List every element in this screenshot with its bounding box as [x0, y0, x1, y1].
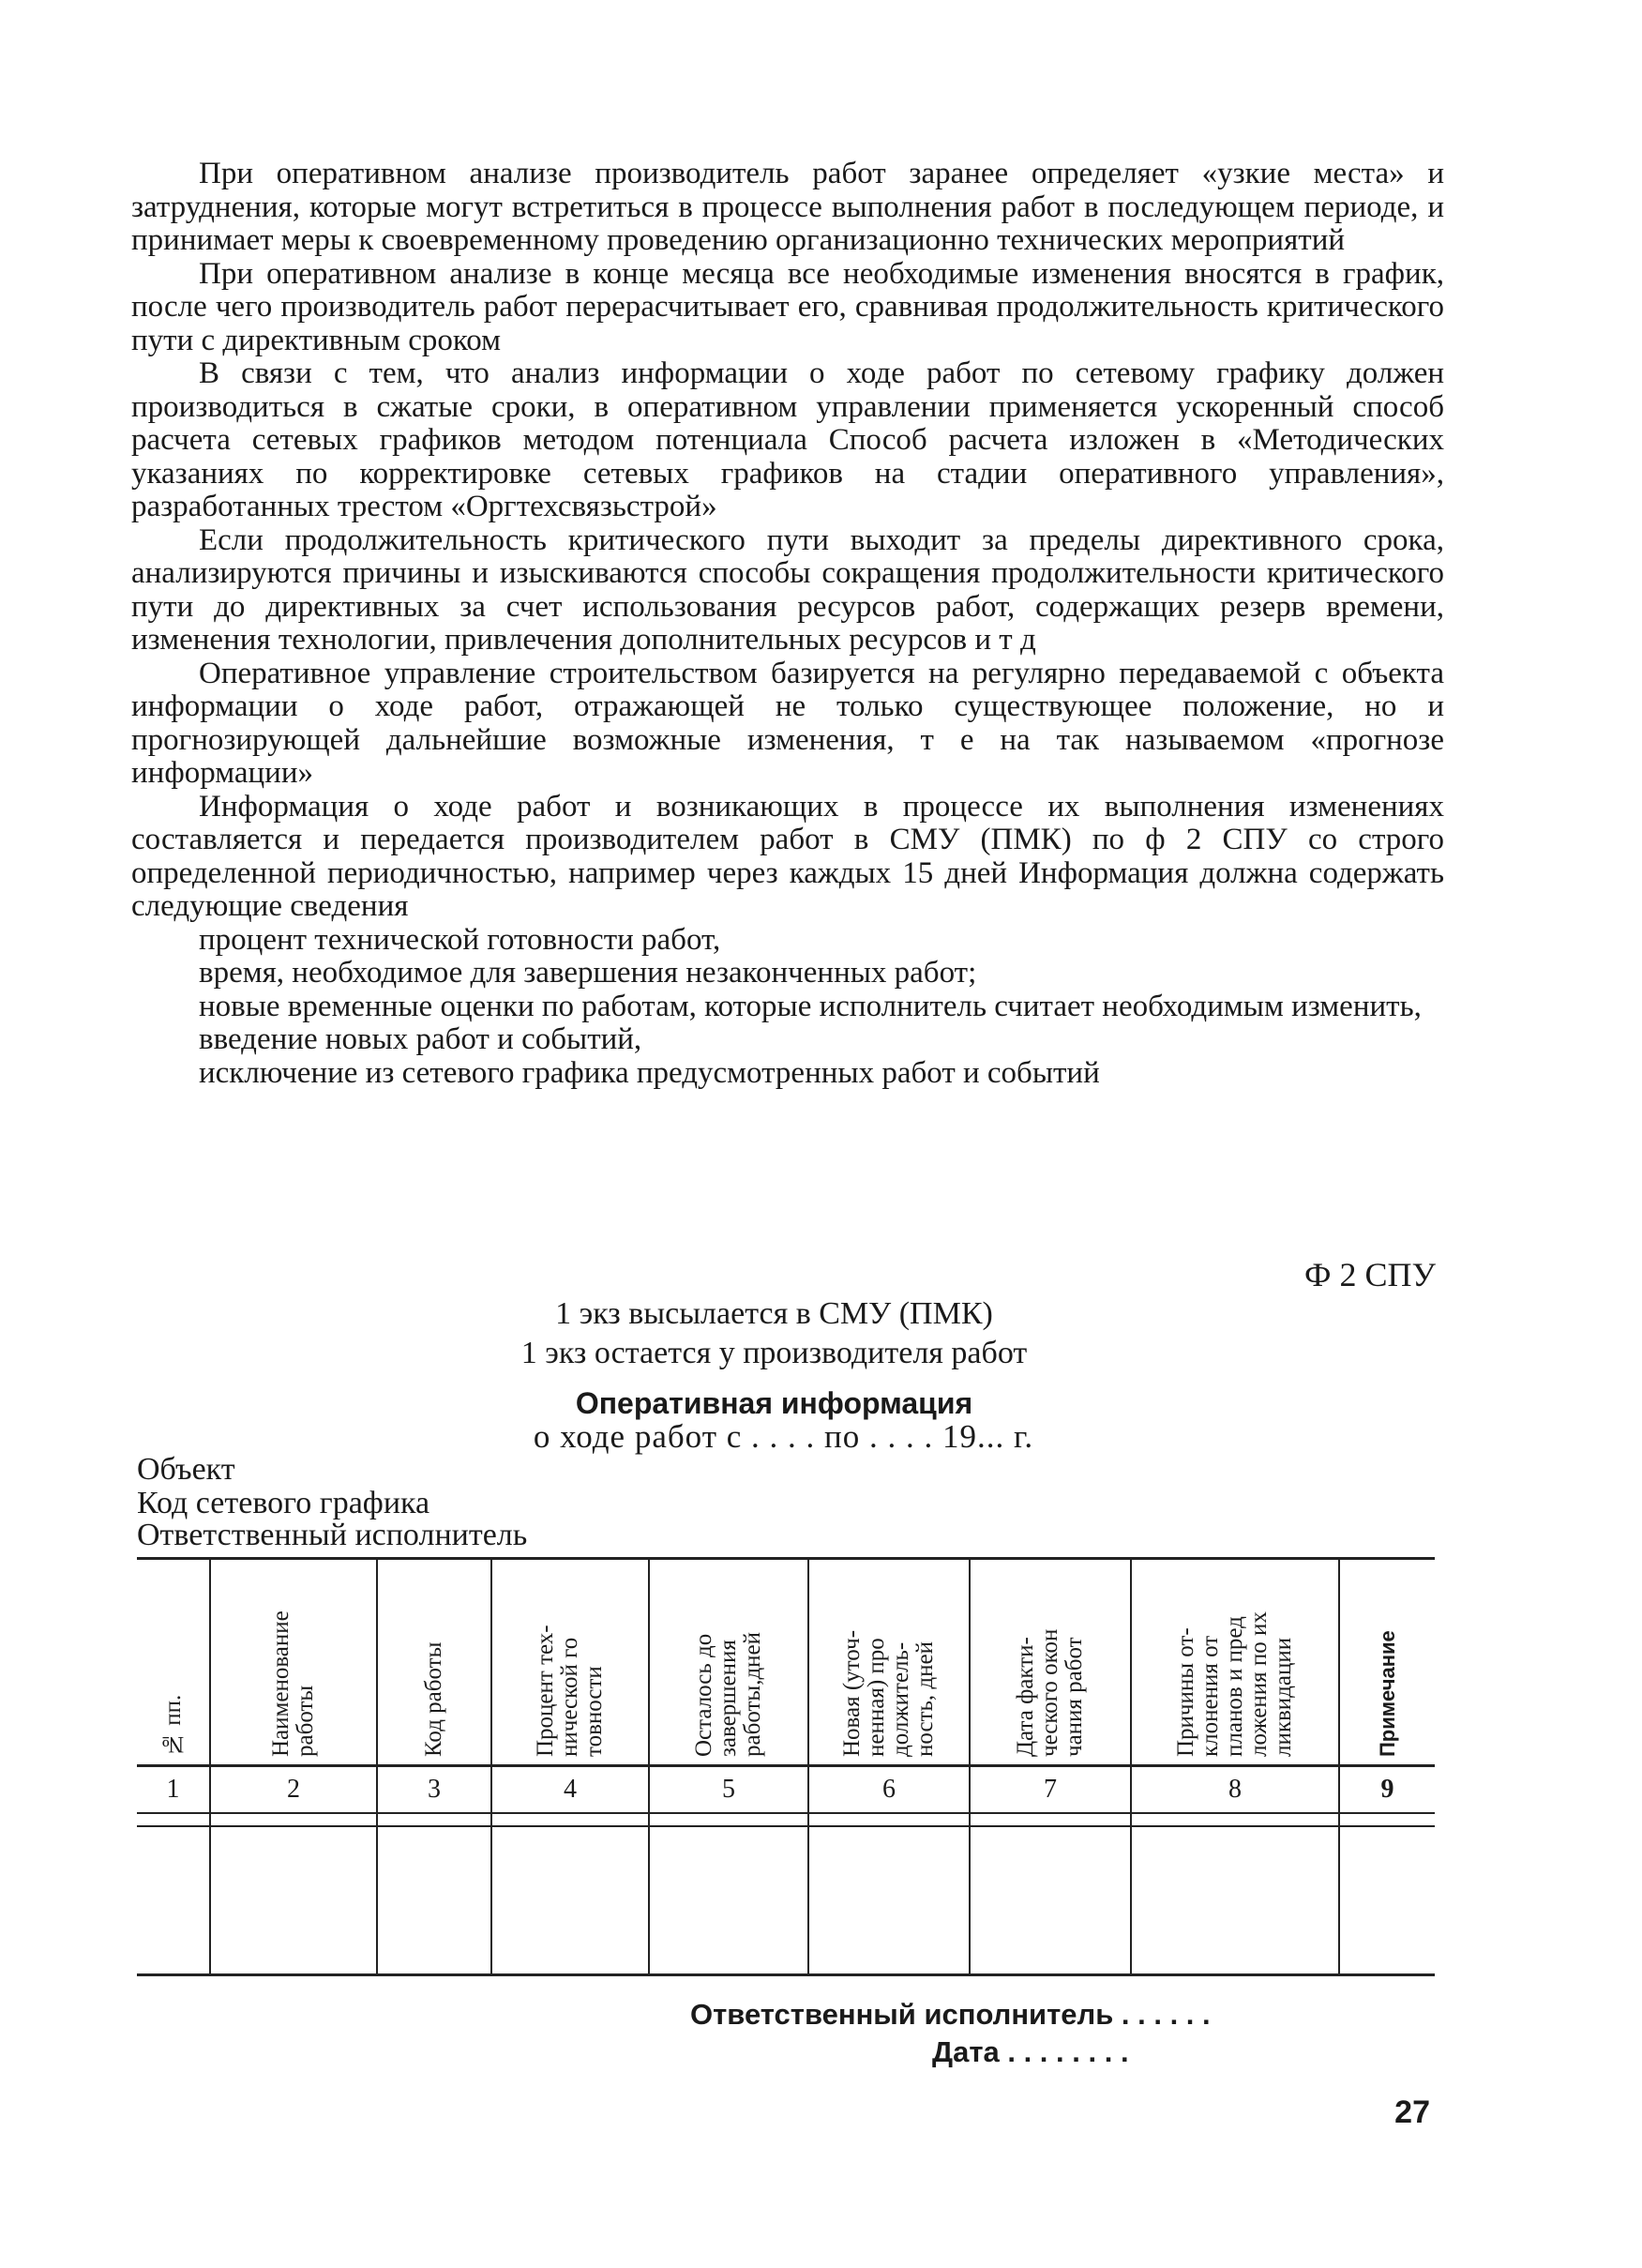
blank-cell: [1339, 1826, 1435, 1975]
body-text: [131, 158, 1444, 1090]
table-header-row: [137, 1559, 1435, 1766]
column-header: Дата факти- ческого окон чания работ: [970, 1559, 1131, 1766]
page-number: 27: [1394, 2094, 1430, 2130]
column-number: 3: [377, 1766, 491, 1814]
column-header: Процент тех- нической го товности: [491, 1559, 649, 1766]
blank-cell: [970, 1826, 1131, 1975]
blank-cell: [137, 1826, 210, 1975]
form-title: Оперативная информация: [575, 1386, 973, 1420]
paragraph: Оперативное управление строительством базируется на регулярно передаваемой с объекта информации о ходе работ, отражающей не только существующее положение, но и прогнозирующей дальнейшие возможные изменения, т е на так называемом «прогнозе информации»: [131, 656, 1444, 790]
paragraph: При оперативном анализе производитель работ заранее определяет «узкие места» и затруднения, которые могут встретиться в процессе выполнения работ в последующем периоде, и принимает меры к своевременному проведению организационно технических мероприятий: [131, 157, 1444, 257]
column-header: Примечание: [1339, 1559, 1435, 1766]
column-number-row: [137, 1766, 1435, 1814]
column-header: Наименование работы: [210, 1559, 377, 1766]
list-item: процент технической готовности работ,: [199, 922, 721, 957]
list-item: исключение из сетевого графика предусмотренных работ и событий: [199, 1055, 1100, 1090]
table-spacer-row: [137, 1813, 1435, 1826]
paragraph: Если продолжительность критического пути выходит за пределы директивного срока, анализируются причины и изыскиваются способы сокращения продолжительности критического пути до директивных за счет использования ресурсов работ, содержащих резерв времени, изменения технологии, привлечения дополнительных ресурсов и т д: [131, 522, 1444, 657]
object-label: Объект: [137, 1452, 235, 1487]
column-number: 1: [137, 1766, 210, 1814]
copy-note-2: 1 экз остается у производителя работ: [520, 1336, 1028, 1370]
blank-cell: [649, 1826, 808, 1975]
list-item: новые временные оценки по работам, которые исполнитель считает необходимым изменить,: [199, 989, 1422, 1023]
copy-note-1: 1 экз высылается в СМУ (ПМК): [555, 1296, 993, 1331]
column-number: 8: [1131, 1766, 1339, 1814]
signature-date: Дата . . . . . . . .: [932, 2035, 1129, 2068]
form-period: о ходе работ с . . . . по . . . . 19... г.: [533, 1418, 1034, 1455]
info-form-table: [137, 1557, 1435, 1976]
column-number: 6: [808, 1766, 970, 1814]
column-number: 4: [491, 1766, 649, 1814]
column-header: Код работы: [377, 1559, 491, 1766]
column-header: № пп.: [137, 1559, 210, 1766]
column-number: 7: [970, 1766, 1131, 1814]
blank-cell: [1131, 1826, 1339, 1975]
form-code: Ф 2 СПУ: [1304, 1256, 1436, 1293]
list-item: введение новых работ и событий,: [199, 1022, 642, 1056]
column-number: 9: [1339, 1766, 1435, 1814]
graph-code-label: Код сетевого графика: [137, 1486, 430, 1520]
list-item: время, необходимое для завершения незаконченных работ;: [199, 956, 977, 990]
blank-cell: [210, 1826, 377, 1975]
column-header: Осталось до завершения работы,дней: [649, 1559, 808, 1766]
paragraph: В связи с тем, что анализ информации о ходе работ по сетевому графику должен производиться в сжатые сроки, в оперативном управлении применяется ускоренный способ расчета сетевых графиков методом потенциала Способ расчета изложен в «Методических указаниях по корректировке сетевых графиков на стадии оперативного управления», разработанных трестом «Оргтехсвязьстрой»: [131, 356, 1444, 523]
blank-cell: [808, 1826, 970, 1975]
column-number: 2: [210, 1766, 377, 1814]
signature-responsible: Ответственный исполнитель . . . . . .: [690, 1998, 1211, 2031]
paragraph: Информация о ходе работ и возникающих в процессе их выполнения изменениях составляется и передается производителем работ в СМУ (ПМК) по ф 2 СПУ со строго определенной периодичностью, например через каждых 15 дней Информация должна содержать следующие сведения: [131, 789, 1444, 923]
column-header: Новая (уточ- ненная) про должитель- ность, дней: [808, 1559, 970, 1766]
column-number: 5: [649, 1766, 808, 1814]
table-row: [137, 1826, 1435, 1975]
paragraph: При оперативном анализе в конце месяца все необходимые изменения вносятся в график, после чего производитель работ перерасчитывает его, сравнивая продолжительность критического пути с директивным сроком: [131, 256, 1444, 357]
blank-cell: [377, 1826, 491, 1975]
column-header: Причины от- клонения от планов и пред ложения по их ликвидации: [1131, 1559, 1339, 1766]
responsible-label: Ответственный исполнитель: [137, 1518, 528, 1552]
blank-cell: [491, 1826, 649, 1975]
